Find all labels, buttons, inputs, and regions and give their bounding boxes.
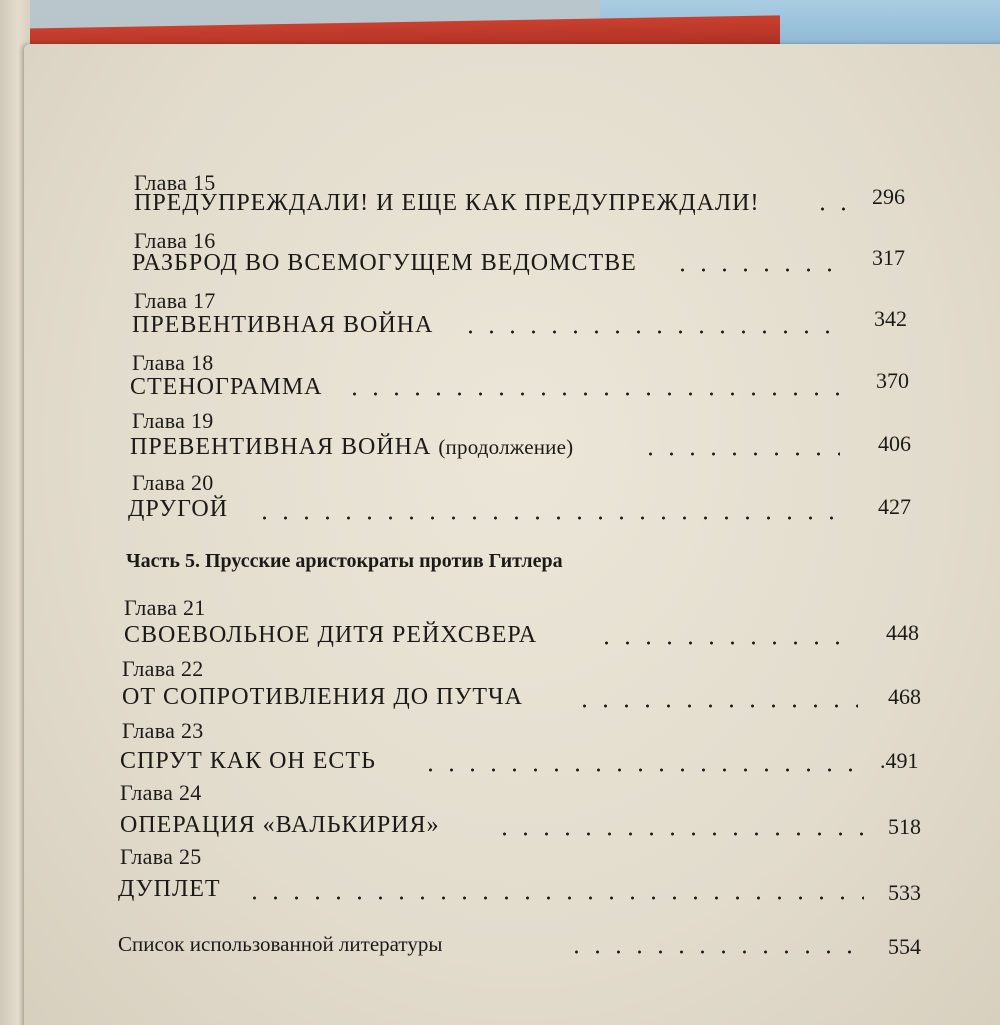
part-heading: Часть 5. Прусские аристократы против Гитлера (126, 550, 563, 572)
chapter-title: ДРУГОЙ (128, 496, 229, 522)
chapter-label: Глава 17 (134, 288, 216, 313)
page-number: 554 (888, 934, 921, 959)
chapter-label: Глава 24 (120, 780, 202, 805)
page-number: 317 (872, 245, 905, 270)
leader-dots (672, 268, 842, 272)
page-number: 406 (878, 431, 911, 456)
literature-title: Список использованной литературы (118, 932, 443, 956)
leader-dots (254, 516, 844, 520)
chapter-label: Глава 18 (132, 350, 214, 375)
page-number: 427 (878, 494, 911, 519)
chapter-title: СТЕНОГРАММА (130, 374, 323, 400)
page-number: 518 (888, 814, 921, 839)
leader-dots (812, 207, 852, 211)
chapter-title: ПРЕВЕНТИВНАЯ ВОЙНА (132, 312, 434, 338)
chapter-title: ОПЕРАЦИЯ «ВАЛЬКИРИЯ» (120, 812, 440, 838)
leader-dots (420, 768, 864, 772)
leader-dots (344, 392, 844, 396)
page-number: 296 (872, 184, 905, 209)
leader-dots (244, 896, 864, 900)
page-number: 370 (876, 368, 909, 393)
page-number: 342 (874, 306, 907, 331)
page-number: 533 (888, 880, 921, 905)
leader-dots (574, 704, 858, 708)
page-number: .491 (880, 748, 919, 773)
chapter-title (130, 434, 573, 461)
chapter-label: Глава 15 (134, 170, 216, 195)
chapter-label: Глава 25 (120, 844, 202, 869)
chapter-label: Глава 22 (122, 656, 204, 681)
chapter-title-subtitle: (продолжение) (438, 435, 574, 459)
chapter-label: Глава 20 (132, 470, 214, 495)
chapter-title: СПРУТ КАК ОН ЕСТЬ (120, 748, 376, 774)
chapter-title-main: ПРЕВЕНТИВНАЯ ВОЙНА (130, 434, 432, 460)
page-number: 468 (888, 684, 921, 709)
leader-dots (596, 641, 856, 645)
chapter-title: РАЗБРОД ВО ВСЕМОГУЩЕМ ВЕДОМСТВЕ (132, 250, 637, 276)
leader-dots (640, 452, 840, 456)
chapter-title: ПРЕДУПРЕЖДАЛИ! И ЕЩЕ КАК ПРЕДУПРЕЖДАЛИ! (134, 190, 760, 216)
leader-dots (494, 832, 864, 836)
leader-dots (566, 950, 862, 954)
chapter-label: Глава 19 (132, 408, 214, 433)
chapter-title: ДУПЛЕТ (118, 876, 221, 902)
chapter-label: Глава 21 (124, 595, 206, 620)
chapter-title: СВОЕВОЛЬНОЕ ДИТЯ РЕЙХСВЕРА (124, 622, 538, 648)
chapter-label: Глава 16 (134, 228, 216, 253)
leader-dots (460, 330, 840, 334)
chapter-label: Глава 23 (122, 718, 204, 743)
page-number: 448 (886, 620, 919, 645)
chapter-title: ОТ СОПРОТИВЛЕНИЯ ДО ПУТЧА (122, 684, 523, 710)
